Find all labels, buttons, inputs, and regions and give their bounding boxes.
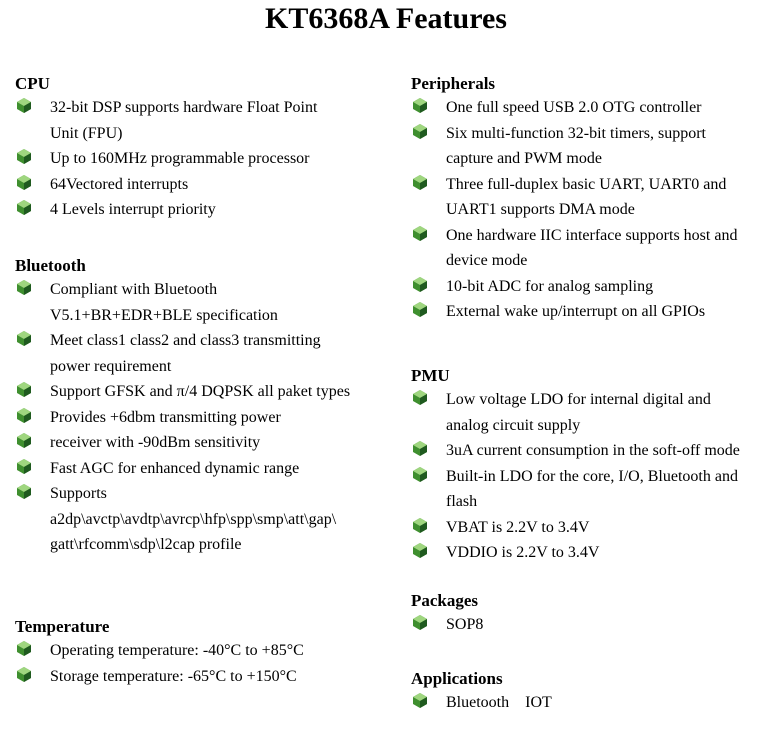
feature-text-line: Built-in LDO for the core, I/O, Bluetooth and xyxy=(446,467,738,485)
feature-list xyxy=(15,277,387,558)
section-pmu xyxy=(411,365,771,566)
bullet-icon xyxy=(411,541,429,559)
feature-item xyxy=(15,638,387,664)
feature-item xyxy=(15,277,387,328)
feature-text-line: One hardware IIC interface supports host and xyxy=(446,226,738,244)
section-applications xyxy=(411,668,771,716)
feature-text-line: Meet class1 class2 and class3 transmitting xyxy=(50,332,321,349)
feature-text-line: a2dp\avctp\avdtp\avrcp\hfp\spp\smp\att\gap\ xyxy=(50,510,337,528)
feature-text-line: V5.1+BR+EDR+BLE specification xyxy=(50,306,278,324)
feature-item xyxy=(15,456,387,482)
feature-text-line: 64Vectored interrupts xyxy=(50,175,189,193)
feature-text-line: Provides +6dbm transmitting power xyxy=(50,408,281,426)
section-peripherals xyxy=(411,73,771,325)
feature-text-line: Supports xyxy=(50,485,107,502)
feature-list xyxy=(411,95,771,325)
feature-text-line: 4 Levels interrupt priority xyxy=(50,201,216,218)
bullet-icon xyxy=(15,147,33,165)
bullet-icon xyxy=(411,439,429,457)
feature-list xyxy=(411,612,771,638)
section-heading-pmu: PMU xyxy=(411,366,450,385)
feature-item xyxy=(411,387,771,438)
feature-item xyxy=(15,197,387,223)
bullet-icon xyxy=(411,122,429,140)
bullet-icon xyxy=(15,96,33,114)
bullet-icon xyxy=(15,329,33,347)
feature-text-line: Six multi-function 32-bit timers, support xyxy=(446,124,706,142)
section-heading-peripherals: Peripherals xyxy=(411,74,496,93)
bullet-icon xyxy=(15,457,33,475)
feature-item xyxy=(411,438,771,464)
feature-item xyxy=(411,515,771,541)
feature-text-line: Storage temperature: -65°C to +150°C xyxy=(50,667,297,685)
bullet-icon xyxy=(411,275,429,293)
bullet-icon xyxy=(411,224,429,242)
feature-text-line: device mode xyxy=(446,252,528,269)
bullet-icon xyxy=(15,380,33,398)
feature-text-line: Operating temperature: -40°C to +85°C xyxy=(50,642,304,659)
feature-text-line: Compliant with Bluetooth xyxy=(50,281,218,298)
feature-text-line: Unit (FPU) xyxy=(50,124,123,142)
feature-item xyxy=(15,430,387,456)
feature-text-line: capture and PWM mode xyxy=(446,150,602,167)
feature-item xyxy=(411,690,771,716)
feature-text-line: Up to 160MHz programmable processor xyxy=(50,150,310,167)
feature-item xyxy=(15,95,387,146)
bullet-icon xyxy=(411,691,429,709)
feature-text-line: receiver with -90dBm sensitivity xyxy=(50,434,261,451)
feature-item xyxy=(15,664,387,690)
bullet-icon xyxy=(15,665,33,683)
feature-text-line: Bluetooth IOT xyxy=(446,694,552,711)
feature-item xyxy=(15,328,387,379)
feature-item xyxy=(411,172,771,223)
feature-item xyxy=(411,540,771,566)
section-heading-temperature: Temperature xyxy=(15,617,110,636)
bullet-icon xyxy=(15,639,33,657)
bullet-icon xyxy=(15,198,33,216)
feature-item xyxy=(411,223,771,274)
document-title: KT6368A Features xyxy=(265,2,507,35)
bullet-icon xyxy=(411,613,429,631)
feature-text-line: One full speed USB 2.0 OTG controller xyxy=(446,99,702,116)
feature-item xyxy=(15,172,387,198)
section-heading-packages: Packages xyxy=(411,591,479,610)
feature-item xyxy=(15,405,387,431)
feature-list xyxy=(15,95,387,223)
section-temperature xyxy=(15,616,387,689)
feature-text-line: UART1 supports DMA mode xyxy=(446,201,635,218)
feature-text-line: Low voltage LDO for internal digital and xyxy=(446,391,711,408)
feature-text-line: VDDIO is 2.2V to 3.4V xyxy=(446,544,600,561)
feature-item xyxy=(15,379,387,405)
section-heading-applications: Applications xyxy=(411,669,503,688)
bullet-icon xyxy=(15,431,33,449)
feature-text-line: Fast AGC for enhanced dynamic range xyxy=(50,459,300,477)
feature-item xyxy=(411,274,771,300)
feature-item xyxy=(411,299,771,325)
feature-item xyxy=(411,612,771,638)
feature-text-line: 32-bit DSP supports hardware Float Point xyxy=(50,99,318,116)
section-bluetooth xyxy=(15,255,387,558)
feature-text-line: gatt\rfcomm\sdp\l2cap profile xyxy=(50,536,242,553)
bullet-icon xyxy=(411,96,429,114)
feature-item xyxy=(15,146,387,172)
feature-text-line: External wake up/interrupt on all GPIOs xyxy=(446,303,706,320)
feature-text-line: 3uA current consumption in the soft-off mode xyxy=(446,442,740,459)
bullet-icon xyxy=(15,406,33,424)
bullet-icon xyxy=(411,173,429,191)
feature-list xyxy=(15,638,387,689)
bullet-icon xyxy=(411,516,429,534)
feature-text-line: flash xyxy=(446,493,478,510)
feature-text-line: Support GFSK and π/4 DQPSK all paket types xyxy=(50,383,351,400)
feature-text-line: SOP8 xyxy=(446,616,484,633)
feature-text-line: VBAT is 2.2V to 3.4V xyxy=(446,518,590,536)
bullet-icon xyxy=(15,482,33,500)
feature-text-line: Three full-duplex basic UART, UART0 and xyxy=(446,175,727,193)
bullet-icon xyxy=(15,278,33,296)
feature-item xyxy=(411,121,771,172)
feature-text-line: power requirement xyxy=(50,357,172,375)
section-cpu xyxy=(15,73,387,223)
feature-item xyxy=(15,481,387,558)
section-heading-bluetooth: Bluetooth xyxy=(15,256,86,275)
bullet-icon xyxy=(411,388,429,406)
bullet-icon xyxy=(411,300,429,318)
section-packages xyxy=(411,590,771,638)
feature-list xyxy=(411,690,771,716)
feature-item xyxy=(411,95,771,121)
feature-list xyxy=(411,387,771,566)
section-heading-cpu: CPU xyxy=(15,74,50,93)
feature-text-line: 10-bit ADC for analog sampling xyxy=(446,277,654,295)
bullet-icon xyxy=(15,173,33,191)
feature-item xyxy=(411,464,771,515)
feature-text-line: analog circuit supply xyxy=(446,416,581,434)
bullet-icon xyxy=(411,465,429,483)
